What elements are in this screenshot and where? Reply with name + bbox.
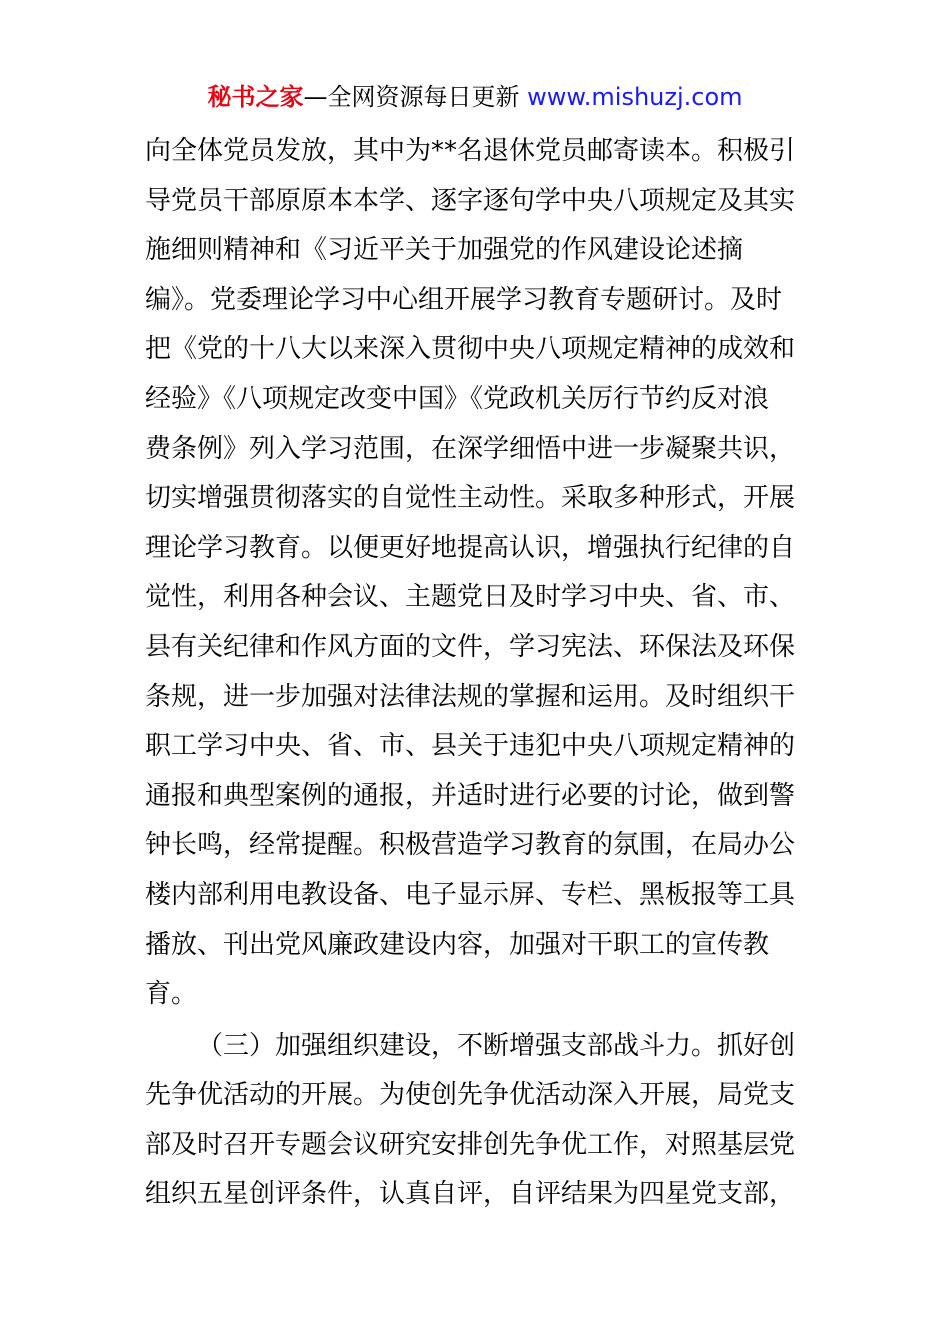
text-line: 县有关纪律和作风方面的文件，学习宪法、环保法及环保 (145, 631, 796, 662)
text-line: 通报和典型案例的通报，并适时进行必要的讨论，做到警 (145, 780, 796, 811)
text-line: 部及时召开专题会议研究安排创先争优工作，对照基层党 (145, 1129, 796, 1160)
site-url-link[interactable]: www.mishuzj.com (527, 83, 743, 111)
brand-name: 秘书之家 (207, 83, 304, 111)
text-line: 觉性，利用各种会议、主题党日及时学习中央、省、市、 (145, 582, 796, 613)
page-header (0, 80, 950, 114)
text-line: 育。 (145, 979, 198, 1010)
text-line: 施细则精神和《习近平关于加强党的作风建设论述摘 (145, 235, 744, 266)
text-line: 向全体党员发放，其中为**名退休党员邮寄读本。积极引 (145, 136, 796, 166)
text-line: 导党员干部原原本本学、逐字逐句学中央八项规定及其实 (145, 185, 796, 216)
text-line: 理论学习教育。以便更好地提高认识，增强执行纪律的自 (145, 532, 796, 563)
text-line: 播放、刊出党风廉政建设内容，加强对干职工的宣传教 (145, 929, 770, 960)
document-body (145, 127, 815, 1220)
text-line: 切实增强贯彻落实的自觉性主动性。采取多种形式，开展 (145, 483, 796, 514)
text-line: 条规，进一步加强对法律法规的掌握和运用。及时组织干 (145, 681, 796, 712)
text-line: 费条例》列入学习范围，在深学细悟中进一步凝聚共识， (145, 433, 796, 464)
section-heading-line: （三）加强组织建设，不断增强支部战斗力。抓好创 (197, 1030, 796, 1061)
header-tagline: —全网资源每日更新 (303, 83, 528, 111)
text-line: 先争优活动的开展。为使创先争优活动深入开展，局党支 (145, 1080, 796, 1111)
text-line: 组织五星创评条件，认真自评，自评结果为四星党支部， (145, 1179, 796, 1210)
text-line: 楼内部利用电教设备、电子显示屏、专栏、黑板报等工具 (145, 879, 796, 910)
text-line: 经验》《八项规定改变中国》《党政机关厉行节约反对浪 (145, 383, 770, 414)
text-line: 把《党的十八大以来深入贯彻中央八项规定精神的成效和 (145, 334, 796, 365)
text-line: 职工学习中央、省、市、县关于违犯中央八项规定精神的 (145, 731, 796, 762)
text-line: 编》。党委理论学习中心组开展学习教育专题研讨。及时 (145, 284, 783, 315)
text-line: 钟长鸣，经常提醒。积极营造学习教育的氛围，在局办公 (145, 830, 796, 861)
